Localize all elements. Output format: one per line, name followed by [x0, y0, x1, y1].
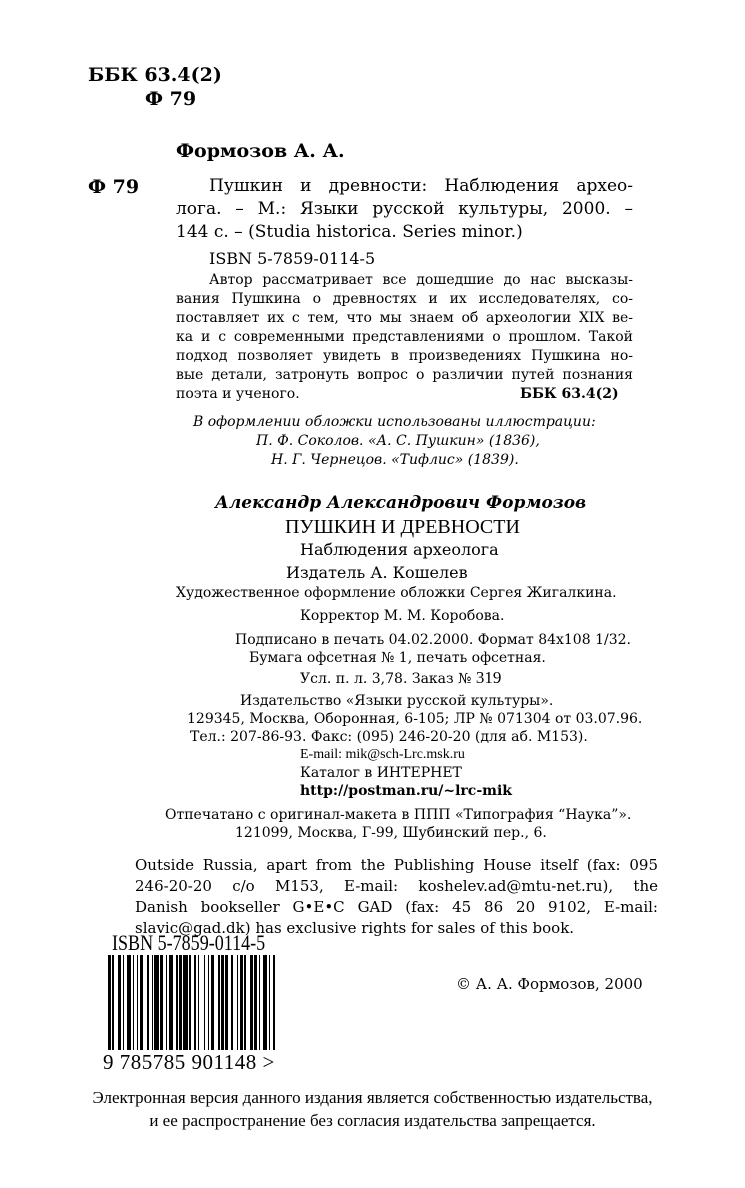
barcode-bar [237, 955, 238, 1063]
barcode-bar [231, 955, 232, 1063]
copyright-notice: © А. А. Формозов, 2000 [456, 975, 643, 993]
paper-info: Бумага офсетная № 1, печать офсетная. [249, 650, 546, 666]
barcode-bar [133, 955, 134, 1063]
abstract-bbk: ББК 63.4(2) [520, 386, 619, 402]
barcode-bar [240, 955, 243, 1063]
barcode-bar [221, 955, 224, 1063]
abstract-line-7: поэта и ученого. [176, 386, 300, 402]
barcode-bar [218, 955, 219, 1063]
print-sheets-label: Усл. п. л. 3,78. Заказ № [300, 671, 472, 687]
print-sheets [300, 668, 501, 688]
catalog-url: http://postman.ru/~lrc-mik [300, 783, 512, 799]
publishing-house: Издательство «Языки русской культуры». [240, 693, 554, 709]
barcode-bar [259, 955, 260, 1063]
barcode-bar [189, 955, 190, 1063]
abstract-line-3: поставляет их с тем, что мы знаем об археологии XIX ве- [176, 310, 633, 326]
barcode-bar [250, 955, 253, 1063]
illustrations-intro: В оформлении обложки использованы иллюстрации: [193, 414, 596, 430]
order-number: 319 [475, 668, 502, 687]
abstract-line-1: Автор рассматривает все дошедшие до нас высказы- [209, 272, 633, 288]
barcode-digits: 9 785785 901148 > [103, 1050, 275, 1074]
barcode-bar [204, 955, 205, 1063]
foreign-line-1: Outside Russia, apart from the Publishing House itself (fax: 095 [135, 856, 658, 874]
barcode-bar [123, 955, 124, 1063]
foreign-line-2: 246-20-20 c/o M153, E-mail: koshelev.ad@mtu-net.ru), the [135, 877, 658, 895]
abstract-line-6: вые детали, затронуть вопрос о различии путей познания [176, 367, 633, 383]
barcode-bar [160, 955, 163, 1063]
barcode-bar [127, 955, 131, 1063]
isbn-line: ISBN 5-7859-0114-5 [209, 249, 376, 268]
barcode-bar [169, 955, 173, 1063]
bib-line-1: Пушкин и древности: Наблюдения архео- [209, 176, 633, 196]
colophon-title: ПУШКИН И ДРЕВНОСТИ [285, 516, 520, 538]
foreign-line-4: slavic@gad.dk) has exclusive rights for sales of this book. [135, 919, 575, 937]
barcode-bar [211, 955, 214, 1063]
printer-address: 121099, Москва, Г-99, Шубинский пер., 6. [235, 825, 547, 841]
footer-notice-line-1: Электронная версия данного издания является собственностью издательства, [92, 1088, 653, 1107]
barcode-bar [140, 955, 143, 1063]
barcode-bar [179, 955, 182, 1063]
barcode-bar [176, 955, 177, 1063]
abstract-line-5: подход позволяет увидеть в произведениях Пушкина но- [176, 348, 633, 364]
barcode-isbn: ISBN 5-7859-0114-5 [112, 930, 266, 955]
barcode-bar [225, 955, 228, 1063]
abstract-line-2: вания Пушкина о древностях и их исследователях, со- [176, 291, 633, 307]
barcode-bar [198, 955, 199, 1063]
publisher-phone: Тел.: 207-86-93. Факс: (095) 246-20-20 (для аб. М153). [190, 729, 588, 745]
publisher-address: 129345, Москва, Оборонная, 6-105; ЛР № 071304 от 03.07.96. [187, 711, 643, 727]
author-heading: Формозов А. А. [176, 140, 345, 162]
colophon-subtitle: Наблюдения археолога [300, 540, 499, 559]
proofreader-credit: Корректор М. М. Коробова. [300, 608, 505, 624]
footer-notice-line-2: и ее распространение без согласия издательства запрещается. [149, 1111, 596, 1130]
barcode-bar [118, 955, 121, 1063]
bbk-code: ББК 63.4(2) [88, 64, 222, 86]
cover-design-credit: Художественное оформление обложки Сергея Жигалкина. [176, 585, 617, 601]
illustration-credit-1: П. Ф. Соколов. «А. С. Пушкин» (1836), [256, 433, 540, 449]
barcode-bar [254, 955, 257, 1063]
barcode-bar [263, 955, 267, 1063]
barcode-bar [152, 955, 153, 1063]
barcode-bar [244, 955, 245, 1063]
bib-line-2: лога. – М.: Языки русской культуры, 2000. – [176, 199, 633, 219]
colophon-author: Александр Александрович Формозов [215, 493, 587, 513]
author-mark: Ф 79 [145, 88, 197, 110]
printed-from: Отпечатано с оригинал-макета в ППП «Типография “Наука”». [165, 807, 632, 823]
barcode-bar [183, 955, 187, 1063]
publisher-email: E-mail: mik@sch-Lrc.msk.ru [300, 747, 465, 762]
colophon-publisher: Издатель А. Кошелев [286, 563, 468, 582]
barcode-bar [137, 955, 138, 1063]
barcode-bar [208, 955, 209, 1063]
side-author-mark: Ф 79 [88, 176, 140, 198]
foreign-line-3: Danish bookseller G•E•C GAD (fax: 45 86 20 9102, E-mail: [135, 898, 658, 916]
illustration-credit-2: Н. Г. Чернецов. «Тифлис» (1839). [271, 452, 519, 468]
barcode-bar [154, 955, 158, 1063]
signed-to-print: Подписано в печать 04.02.2000. Формат 84х108 1/32. [235, 632, 631, 648]
barcode-bar [269, 955, 270, 1063]
barcode-bar [166, 955, 167, 1063]
bib-line-3: 144 с. – (Studia historica. Series minor.) [176, 222, 523, 242]
abstract-line-4: ка и с современными представлениями о прошлом. Такой [176, 329, 633, 345]
internet-catalog: Каталог в ИНТЕРНЕТ [300, 765, 462, 781]
barcode-bar [147, 955, 148, 1063]
